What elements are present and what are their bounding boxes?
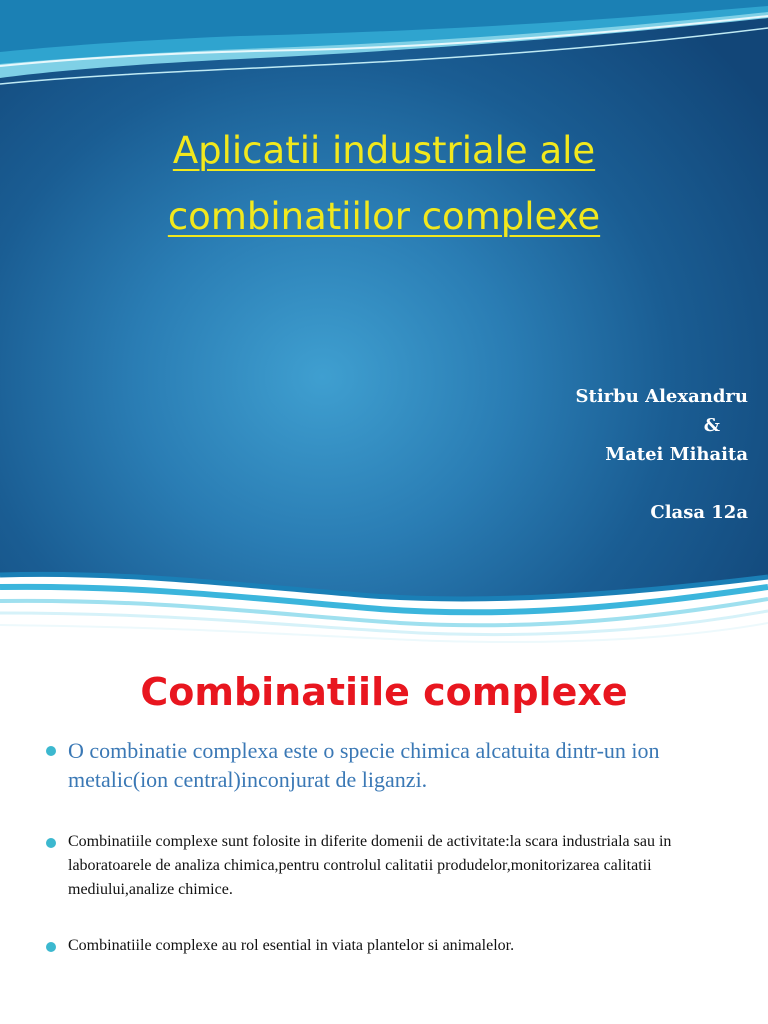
bottom-wave-decoration: [0, 565, 768, 650]
title-line-2: combinatiilor complexe: [167, 195, 601, 238]
authors-block: [448, 382, 748, 527]
content-slide-title: Combinatiile complexe: [140, 670, 628, 714]
ampersand: &: [703, 415, 720, 436]
bullet-list: [44, 736, 744, 958]
bullet-text: Combinatiile complexe sunt folosite in diferite domenii de activitate:la scara industriala sau in laboratoarele de analiza chimica,pentru controlul calitatii produdelor,monitorizarea calitatii mediului,analize chimice.: [68, 833, 672, 898]
bullet-dot-icon: [46, 746, 56, 756]
presentation-title: [40, 118, 728, 250]
bullet-item: [44, 934, 744, 958]
top-wave-decoration: [0, 0, 768, 100]
title-line-1: Aplicatii industriale ale: [172, 129, 596, 172]
bullet-text: Combinatiile complexe au rol esential in viata plantelor si animalelor.: [68, 937, 515, 954]
bullet-dot-icon: [46, 942, 56, 952]
bullet-item: [44, 736, 744, 794]
bullet-text: O combinatie complexa este o specie chimica alcatuita dintr-un ion metalic(ion central)inconjurat de liganzi.: [68, 738, 660, 792]
author-name-1: Stirbu Alexandru: [575, 386, 748, 407]
bullet-item: [44, 830, 744, 902]
bullet-dot-icon: [46, 838, 56, 848]
content-slide: [0, 650, 768, 1024]
author-name-2: Matei Mihaita: [605, 444, 748, 465]
class-label: Clasa 12a: [650, 502, 748, 523]
